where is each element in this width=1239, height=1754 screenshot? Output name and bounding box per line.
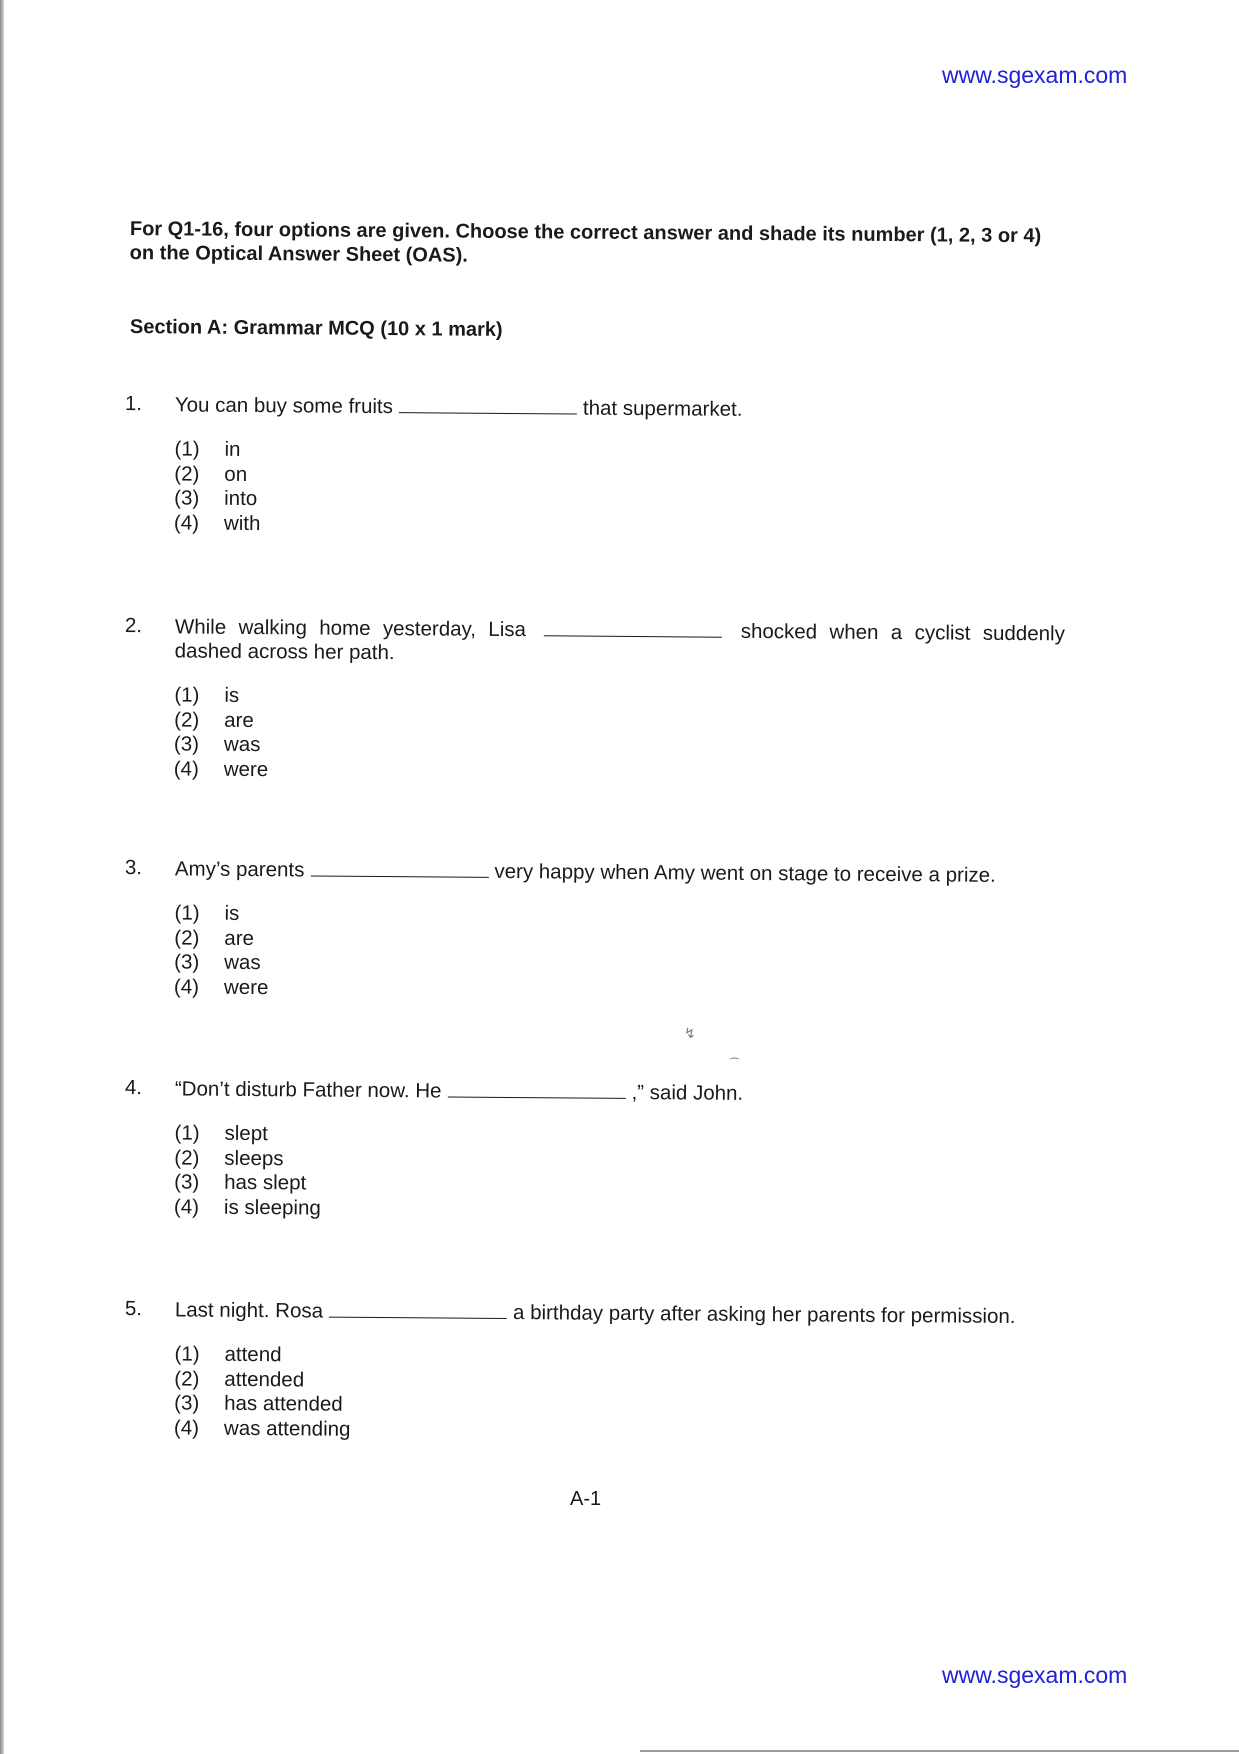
- option-number: (2): [174, 925, 200, 950]
- option-number: (2): [174, 1145, 200, 1170]
- option-text: was: [223, 732, 261, 757]
- question-text-after: shocked when a cyclist suddenly: [740, 619, 1065, 646]
- question-number: 2.: [124, 614, 143, 638]
- option-number: (4): [173, 1415, 200, 1440]
- options-list: [174, 437, 1065, 542]
- question-text: [175, 856, 1065, 888]
- scan-speck: ⁀: [730, 1059, 739, 1071]
- options-list: [174, 1121, 1065, 1226]
- options-list: [174, 901, 1065, 1006]
- option-text: has slept: [224, 1170, 307, 1195]
- option-text: were: [223, 757, 269, 781]
- question-text-before: “Don’t disturb Father now. He: [174, 1077, 442, 1103]
- instructions-text: For Q1-16, four options are given. Choose the correct answer and shade its number (1, 2, 3 or 4) on the Optical Answer Sheet (OAS).: [129, 217, 1042, 267]
- footer-url-link[interactable]: www.sgexam.com: [942, 1662, 1128, 1688]
- option-number: (1): [174, 683, 200, 707]
- option-text: was: [224, 950, 261, 975]
- option-number: (1): [174, 901, 200, 925]
- question-1: [124, 392, 1065, 542]
- option-number: (3): [174, 1170, 200, 1194]
- scan-left-edge: [0, 0, 4, 1754]
- option-text: with: [223, 511, 261, 535]
- page-number: A-1: [570, 1488, 602, 1510]
- option-number: (4): [173, 1194, 200, 1219]
- question-text-continuation: dashed across her path.: [174, 639, 395, 665]
- option-text: in: [224, 437, 241, 461]
- option-text: on: [224, 462, 248, 486]
- option-number: (3): [174, 486, 200, 510]
- question-2: [124, 614, 1065, 788]
- question-text-after: that supermarket.: [582, 396, 743, 421]
- scan-bottom-edge: [640, 1750, 1239, 1752]
- answer-blank: [329, 1299, 507, 1319]
- scan-speck: ↯: [684, 1025, 696, 1041]
- option-text: is: [224, 901, 240, 925]
- answer-blank: [310, 857, 488, 877]
- option-number: (2): [174, 461, 200, 486]
- option-text: into: [224, 486, 258, 511]
- option-number: (1): [174, 1121, 200, 1145]
- question-text-after: very happy when Amy went on stage to receive a prize.: [494, 859, 996, 887]
- option-number: (2): [174, 1366, 200, 1391]
- option-text: are: [224, 926, 255, 950]
- question-text-after: ,” said John.: [631, 1080, 744, 1105]
- option-number: (1): [174, 437, 200, 461]
- answer-blank: [399, 394, 577, 414]
- option-number: (4): [173, 974, 200, 999]
- option-text: is: [224, 683, 240, 707]
- answer-blank: [447, 1079, 625, 1099]
- question-text-before: While walking home yesterday, Lisa: [174, 615, 527, 642]
- question-text-before: Amy’s parents: [174, 857, 305, 882]
- options-list: [174, 683, 1065, 788]
- question-number: 4.: [124, 1076, 143, 1100]
- header-url-link[interactable]: www.sgexam.com: [942, 62, 1128, 88]
- option-number: (2): [174, 707, 200, 732]
- question-text-before: Last night. Rosa: [174, 1298, 324, 1323]
- question-number: 1.: [124, 392, 143, 416]
- section-heading: Section A: Grammar MCQ (10 x 1 mark): [129, 316, 503, 341]
- question-text-before: You can buy some fruits: [174, 393, 394, 419]
- option-text: attend: [224, 1342, 282, 1367]
- option-text: is sleeping: [223, 1195, 321, 1220]
- option-number: (3): [174, 950, 200, 974]
- option-text: slept: [224, 1121, 268, 1146]
- options-list: [174, 1342, 1065, 1447]
- option-text: was attending: [223, 1416, 351, 1441]
- option-text: has attended: [224, 1391, 343, 1416]
- answer-blank: [544, 617, 722, 637]
- question-3: [124, 856, 1065, 1006]
- question-text: [175, 1297, 1065, 1329]
- question-text-after: a birthday party after asking her parents for permission.: [512, 1301, 1016, 1328]
- option-number: (3): [173, 732, 200, 756]
- option-text: were: [223, 975, 269, 999]
- question-text: [175, 1076, 1065, 1108]
- option-text: are: [224, 708, 254, 732]
- option-number: (4): [173, 756, 199, 781]
- question-number: 3.: [124, 856, 143, 880]
- option-text: attended: [224, 1367, 305, 1391]
- question-5: [124, 1297, 1065, 1447]
- option-number: (1): [174, 1342, 200, 1366]
- question-4: [124, 1076, 1065, 1226]
- option-number: (4): [173, 510, 200, 535]
- question-text: [175, 614, 1065, 670]
- question-text: [175, 392, 1065, 424]
- question-number: 5.: [124, 1297, 143, 1321]
- option-number: (3): [174, 1391, 200, 1415]
- option-text: sleeps: [224, 1146, 284, 1170]
